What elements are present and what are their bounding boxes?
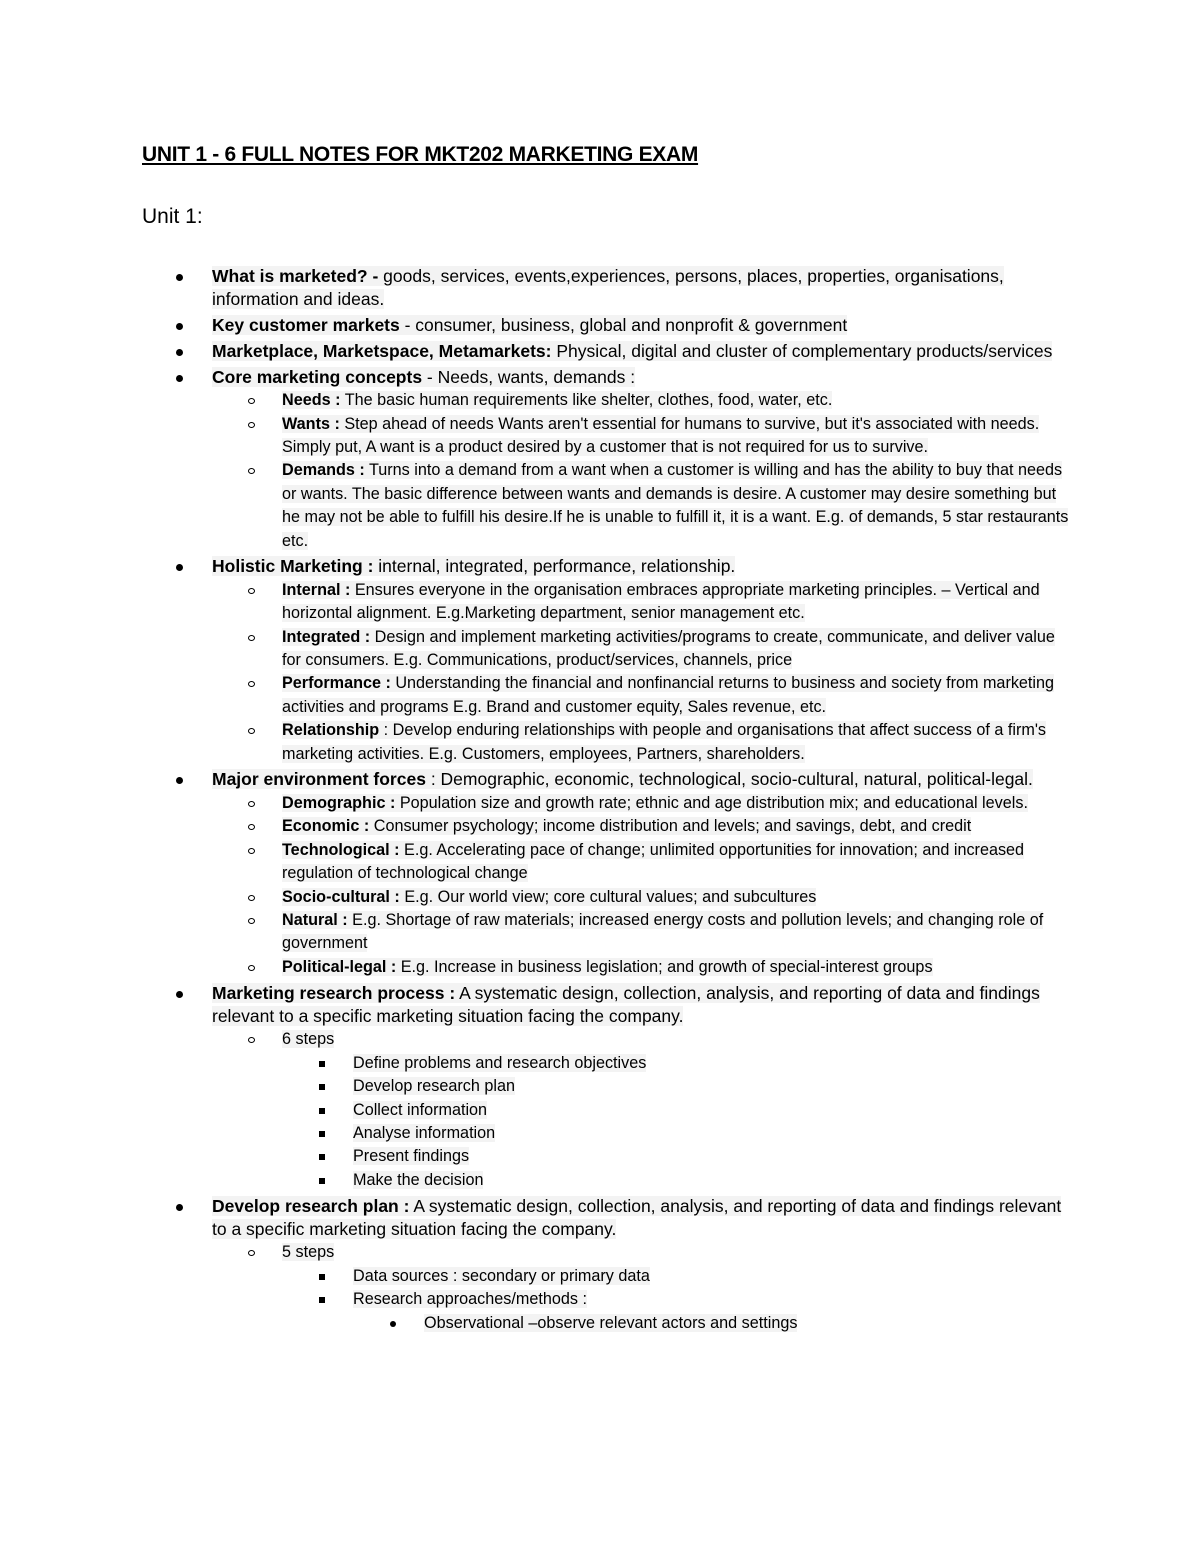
list-item-level-2	[353, 1169, 1072, 1192]
highlighted-text	[282, 628, 1055, 669]
bullet-disc-icon	[176, 991, 183, 998]
term-label: Key customer markets	[212, 315, 400, 336]
list-item-text	[353, 1169, 1072, 1192]
bullet-circle-icon	[248, 728, 255, 734]
list-item-level-1	[282, 815, 1072, 838]
list-item-text	[353, 1265, 1072, 1288]
highlighted-text	[353, 1267, 650, 1285]
list-item-level-3	[424, 1312, 1072, 1335]
sub-list	[353, 1265, 1072, 1335]
description-text: The basic human requirements like shelter, clothes, food, water, etc.	[340, 391, 833, 410]
bullet-disc-icon	[176, 349, 183, 356]
list-item-text	[353, 1099, 1072, 1122]
list-item-level-0	[212, 265, 1072, 312]
list-item-text	[424, 1312, 1072, 1335]
bullet-square-icon	[319, 1274, 325, 1280]
description-text: Design and implement marketing activities/programs to create, communicate, and deliver value for consumers. E.g. Communications, product/services, channels, price	[282, 627, 1055, 670]
list-item-text	[282, 792, 1072, 815]
highlighted-text	[212, 341, 1052, 361]
bullet-disc-icon	[176, 375, 183, 382]
highlighted-text	[212, 1196, 1061, 1239]
list-item-text	[212, 265, 1072, 312]
bullet-disc-icon	[176, 274, 183, 281]
description-text: Analyse information	[353, 1123, 496, 1142]
highlighted-text	[353, 1054, 646, 1072]
highlighted-text	[353, 1124, 495, 1142]
highlighted-text	[353, 1147, 469, 1165]
list-item-level-2	[353, 1099, 1072, 1122]
highlighted-text	[282, 794, 1028, 812]
list-item-text	[282, 413, 1072, 460]
bullet-circle-icon	[248, 918, 255, 924]
bullet-disc-icon	[176, 1204, 183, 1211]
highlighted-text	[282, 391, 832, 409]
bullet-circle-icon	[248, 965, 255, 971]
highlighted-text	[353, 1077, 515, 1095]
highlighted-text	[424, 1314, 797, 1332]
document-title: UNIT 1 - 6 FULL NOTES FOR MKT202 MARKETING EXAM	[142, 143, 699, 166]
list-item-text	[282, 719, 1072, 766]
description-text: Understanding the financial and nonfinancial returns to business and society from marketing activities and programs E.g. Brand and customer equity, Sales revenue, etc.	[282, 674, 1055, 716]
list-item-text	[212, 366, 1072, 389]
description-text: : Develop enduring relationships with people and organisations that affect success of a firm's marketing activities. E.g. Customers, employees, Partners, shareholders.	[282, 721, 1046, 763]
list-item-level-1	[282, 886, 1072, 909]
highlighted-text	[282, 415, 1039, 456]
list-item-level-2	[353, 1288, 1072, 1335]
term-label: Core marketing concepts	[212, 366, 423, 387]
list-item-text	[353, 1052, 1072, 1075]
list-item-text	[282, 389, 1072, 412]
list-item-level-2	[353, 1075, 1072, 1098]
term-label: Technological :	[282, 840, 400, 859]
bullet-disc-icon	[390, 1321, 396, 1327]
list-item-level-2	[353, 1122, 1072, 1145]
description-text: Observational –observe relevant actors and settings	[424, 1313, 798, 1332]
highlighted-text	[282, 461, 1068, 549]
bullet-circle-icon	[248, 801, 255, 807]
list-item-level-2	[353, 1145, 1072, 1168]
highlighted-text	[353, 1101, 487, 1119]
term-label: Wants :	[282, 414, 340, 433]
list-item-level-1	[282, 672, 1072, 719]
sub-list	[282, 389, 1072, 553]
bullet-square-icon	[319, 1178, 325, 1184]
list-item-text	[212, 982, 1072, 1029]
list-item-level-2	[353, 1265, 1072, 1288]
description-text: Consumer psychology; income distribution and levels; and savings, debt, and credit	[369, 817, 972, 836]
description-text: Population size and growth rate; ethnic and age distribution mix; and educational levels.	[395, 793, 1028, 812]
highlighted-text	[212, 983, 1040, 1026]
term-label: Needs :	[282, 391, 341, 410]
description-text: - consumer, business, global and nonprofit & government	[399, 315, 848, 336]
bullet-circle-icon	[248, 848, 255, 854]
list-item-level-1	[282, 579, 1072, 626]
description-text: E.g. Shortage of raw materials; increased energy costs and pollution levels; and changing role of government	[282, 910, 1044, 953]
list-item-level-1	[282, 719, 1072, 766]
term-label: Demographic :	[282, 793, 396, 812]
list-item-text	[212, 340, 1072, 363]
list-item-level-0	[212, 555, 1072, 766]
term-label: What is marketed? -	[212, 266, 379, 286]
description-text: Turns into a demand from a want when a customer is willing and has the ability to buy that needs or wants. The basic difference between wants and demands is desire. A customer may desire something but he may not be able to fulfill his desire.If he is unable to fulfill it, it is a want. E.g. of demands, 5 star restaurants etc.	[282, 461, 1069, 550]
term-label: Integrated :	[282, 627, 371, 646]
description-text: Ensures everyone in the organisation embraces appropriate marketing principles. – Vertical and horizontal alignment. E.g.Marketing department, senior management etc.	[282, 580, 1040, 623]
bullet-disc-icon	[176, 777, 183, 784]
highlighted-text	[282, 888, 816, 906]
bullet-disc-icon	[176, 564, 183, 571]
bullet-square-icon	[319, 1061, 325, 1067]
list-item-level-1	[282, 1028, 1072, 1192]
list-item-text	[282, 672, 1072, 719]
term-label: Performance :	[282, 674, 391, 693]
bullet-square-icon	[319, 1297, 325, 1303]
list-item-level-0	[212, 366, 1072, 553]
term-label: Natural :	[282, 910, 348, 929]
description-text: Data sources : secondary or primary data	[353, 1266, 650, 1285]
description-text: 6 steps	[282, 1030, 335, 1049]
description-text: E.g. Increase in business legislation; and growth of special-interest groups	[396, 957, 933, 976]
highlighted-text	[282, 817, 971, 835]
list-item-level-1	[282, 956, 1072, 979]
list-item-level-0	[212, 982, 1072, 1193]
highlighted-text	[282, 1030, 334, 1048]
description-text: E.g. Accelerating pace of change; unlimited opportunities for innovation; and increased regulation of technological change	[282, 840, 1025, 883]
description-text: Research approaches/methods :	[353, 1290, 587, 1309]
bullet-circle-icon	[248, 398, 255, 404]
list-item-text	[282, 956, 1072, 979]
bullet-square-icon	[319, 1131, 325, 1137]
list-item-text	[282, 886, 1072, 909]
bullet-circle-icon	[248, 588, 255, 594]
bullet-circle-icon	[248, 1037, 255, 1043]
list-item-text	[282, 839, 1072, 886]
notes-list	[212, 265, 1072, 1335]
list-item-level-1	[282, 389, 1072, 412]
description-text: internal, integrated, performance, relationship.	[373, 556, 736, 577]
list-item-level-1	[282, 909, 1072, 956]
list-item-text	[282, 1028, 1072, 1051]
highlighted-text	[282, 841, 1024, 882]
list-item-text	[212, 1195, 1072, 1242]
description-text: - Needs, wants, demands :	[422, 366, 636, 387]
list-item-level-1	[282, 792, 1072, 815]
highlighted-text	[353, 1171, 483, 1189]
description-text: : Demographic, economic, technological, socio-cultural, natural, political-legal.	[425, 769, 1033, 790]
description-text: Present findings	[353, 1147, 470, 1166]
list-item-text	[282, 579, 1072, 626]
list-item-level-0	[212, 314, 1072, 337]
highlighted-text	[212, 769, 1033, 789]
list-item-level-0	[212, 1195, 1072, 1335]
list-item-text	[353, 1145, 1072, 1168]
list-item-text	[282, 1241, 1072, 1264]
sub-list	[282, 792, 1072, 979]
bullet-square-icon	[319, 1084, 325, 1090]
bullet-circle-icon	[248, 468, 255, 474]
highlighted-text	[282, 674, 1054, 715]
bullet-circle-icon	[248, 681, 255, 687]
term-label: Socio-cultural :	[282, 887, 400, 906]
bullet-circle-icon	[248, 635, 255, 641]
highlighted-text	[212, 556, 735, 576]
list-item-level-1	[282, 839, 1072, 886]
description-text: Step ahead of needs Wants aren't essential for humans to survive, but it's associated with needs. Simply put, A want is a product desired by a customer that is not required for us to survive.	[282, 414, 1040, 457]
sub-list	[282, 579, 1072, 766]
term-label: Marketing research process :	[212, 982, 456, 1003]
term-label: Political-legal :	[282, 957, 397, 976]
term-label: Internal :	[282, 580, 351, 599]
list-item-text	[212, 314, 1072, 337]
term-label: Demands :	[282, 461, 365, 480]
description-text: Develop research plan	[353, 1077, 515, 1096]
list-item-text	[212, 768, 1072, 791]
highlighted-text	[212, 367, 635, 387]
list-item-level-1	[282, 459, 1072, 553]
description-text: 5 steps	[282, 1243, 335, 1262]
highlighted-text	[282, 721, 1046, 762]
term-label: Relationship	[282, 721, 380, 740]
bullet-circle-icon	[248, 824, 255, 830]
highlighted-text	[282, 958, 933, 976]
list-item-text	[282, 909, 1072, 956]
list-item-level-2	[353, 1052, 1072, 1075]
bullet-circle-icon	[248, 895, 255, 901]
description-text: E.g. Our world view; core cultural values; and subcultures	[399, 887, 817, 906]
sub-list	[353, 1052, 1072, 1192]
highlighted-text	[282, 581, 1040, 622]
sub-list	[424, 1312, 1072, 1335]
term-label: Major environment forces	[212, 769, 426, 790]
highlighted-text	[282, 911, 1043, 952]
term-label: Develop research plan :	[212, 1195, 410, 1216]
list-item-text	[282, 626, 1072, 673]
list-item-text	[353, 1288, 1072, 1311]
list-item-level-0	[212, 768, 1072, 979]
list-item-text	[282, 815, 1072, 838]
description-text: A systematic design, collection, analysis, and reporting of data and findings relevant to a specific marketing situation facing the company.	[212, 1195, 1062, 1239]
list-item-text	[212, 555, 1072, 578]
list-item-text	[282, 459, 1072, 553]
description-text: goods, services, events,experiences, persons, places, properties, organisations, information and ideas.	[212, 266, 1004, 310]
bullet-circle-icon	[248, 422, 255, 428]
highlighted-text	[212, 266, 1004, 309]
term-label: Economic :	[282, 817, 370, 836]
highlighted-text	[212, 315, 847, 335]
list-item-text	[353, 1075, 1072, 1098]
list-item-level-0	[212, 340, 1072, 363]
bullet-square-icon	[319, 1108, 325, 1114]
description-text: Make the decision	[353, 1170, 484, 1189]
term-label: Holistic Marketing :	[212, 556, 374, 577]
description-text: Physical, digital and cluster of complementary products/services	[551, 341, 1053, 361]
sub-list	[282, 1028, 1072, 1192]
description-text: A systematic design, collection, analysis, and reporting of data and findings relevant to a specific marketing situation facing the company.	[212, 982, 1040, 1026]
term-label: Marketplace, Marketspace, Metamarkets:	[212, 341, 552, 361]
highlighted-text	[353, 1290, 587, 1308]
unit-heading: Unit 1:	[142, 205, 203, 228]
sub-list	[282, 1241, 1072, 1335]
list-item-text	[353, 1122, 1072, 1145]
bullet-circle-icon	[248, 1250, 255, 1256]
list-item-level-1	[282, 1241, 1072, 1335]
bullet-disc-icon	[176, 323, 183, 330]
list-item-level-1	[282, 626, 1072, 673]
list-item-level-1	[282, 413, 1072, 460]
bullet-square-icon	[319, 1154, 325, 1160]
description-text: Define problems and research objectives	[353, 1053, 647, 1072]
description-text: Collect information	[353, 1100, 488, 1119]
highlighted-text	[282, 1243, 334, 1261]
